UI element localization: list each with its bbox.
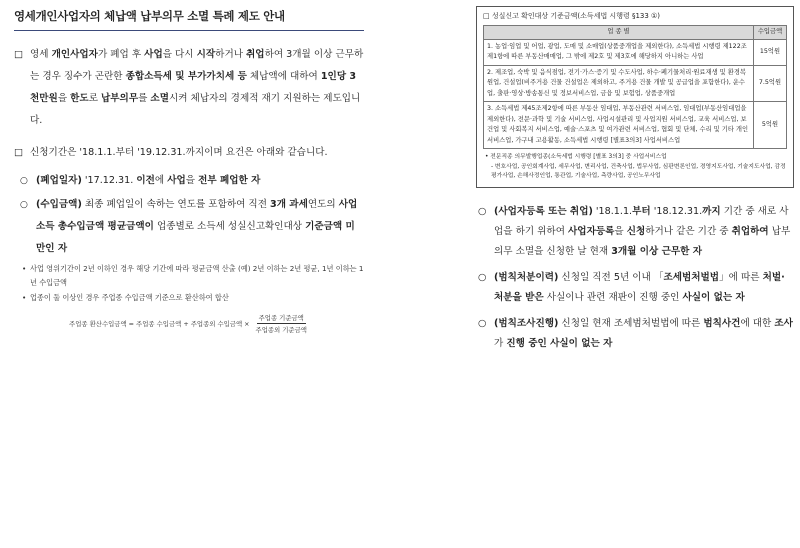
square-bullet: □ [14, 147, 24, 158]
box-notes [483, 153, 787, 182]
condition-text: (범칙처분이력) 신청일 직전 5년 이내 「조세범처벌법」에 따른 처벌·처분을 받은 사실이나 관련 재판이 진행 중인 사실이 없는 자 [494, 271, 785, 303]
condition-closure-date [14, 170, 364, 192]
table-row [484, 102, 787, 149]
table-header-row [484, 26, 787, 40]
box-note-professional: • 전문직종 의무발행업종(소득세법 시행령 [별표 3의3] 중 사업서비스업 [485, 154, 667, 160]
circle-bullet: ○ [20, 176, 28, 186]
table-row [484, 39, 787, 65]
circle-bullet: ○ [20, 200, 28, 210]
amount-cell: 5억원 [754, 102, 787, 149]
industry-cell: 3. 소득세법 제45조제2항에 따른 부동산 임대업, 부동산관련 서비스업, 임대업(부동산임대업을 제외한다), 전문·과학 및 기술 서비스업, 사업시설관리 및 사업지원 서비스업, 교육 서비스업, 보건업 및 사회복지 서비스업, 예술·스포츠 및 여가관련 서비스업, 협회 및 단체, 수리 및 기타 개인 서비스업, 가구내 고용활동, 소득세법 시행령 [별표3의3] 사업서비스업 [484, 102, 754, 149]
circle-bullet: ○ [478, 317, 487, 329]
header-industry: 업 종 별 [484, 26, 754, 40]
dot-bullet: • [22, 264, 27, 273]
condition-text: (범칙조사진행) 신청일 현재 조세범처벌법에 따른 범칙사건에 대한 조사가 진행 중인 사실이 없는 자 [494, 317, 793, 349]
square-bullet: □ [14, 49, 24, 60]
condition-text: (폐업일자) '17.12.31. 이전에 사업을 전부 폐업한 자 [36, 175, 261, 186]
condition-registration-employment [476, 202, 794, 262]
industry-cell: 2. 제조업, 숙박 및 음식점업, 전기·가스·증기 및 수도사업, 하수·폐기물처리·원료재생 및 환경복원업, 건설업(비주거용 건물 건설업은 제외하고, 주거용 건물 개발 및 공급업을 포함한다), 운수업, 출판·영상·방송통신 및 정보서비스업, 금융 및 보험업, 상품중개업 [484, 65, 754, 102]
amount-cell: 15억원 [754, 39, 787, 65]
formula-denominator: 주업종외 기준금액 [255, 326, 307, 334]
note-text: 업종이 둘 이상인 경우 주업종 수입금액 기준으로 환산하여 합산 [30, 293, 229, 302]
condition-penalty-history [476, 268, 794, 308]
header-amount: 수입금액 [754, 26, 787, 40]
condition-investigation [476, 314, 794, 354]
formula-fraction [254, 313, 309, 334]
formula-lhs: 주업종 환산수입금액 = 주업종 수입금액 + 주업종외 수입금액 × [69, 320, 250, 328]
note-multiple-industries [14, 291, 364, 305]
amount-cell: 7.5억원 [754, 65, 787, 102]
condition-income-amount [14, 194, 364, 260]
condition-text: (수입금액) 최종 폐업일이 속하는 연도를 포함하여 직전 3개 과세연도의 사업소득 총수입금액 평균금액이 업종별로 소득세 성실신고확인대상 기준금액 미만인 자 [36, 199, 358, 254]
note-business-period [14, 262, 364, 290]
circle-bullet: ○ [478, 271, 487, 283]
box-title: □ 성실신고 확인대상 기준금액(소득세법 시행령 §133 ①) [483, 12, 661, 20]
box-note-professions-list: - 변호사업, 공인회계사업, 세무사업, 변리사업, 건축사업, 법무사업, 심판변론인업, 경영지도사업, 기술지도사업, 감정평가사업, 손해사정인업, 통관업, 기술사업, 측량사업, 공인노무사업 [491, 163, 786, 179]
circle-bullet: ○ [478, 205, 487, 217]
standard-amount-box [476, 6, 794, 188]
formula-numerator: 주업종 기준금액 [258, 314, 304, 322]
note-text: 사업 영위기간이 2년 이하인 경우 해당 기간에 따라 평균금액 산출 (예) 2년 이하는 2년 평균, 1년 이하는 1년 수입금액 [30, 264, 364, 287]
dot-bullet: • [22, 293, 27, 302]
conversion-formula [14, 313, 364, 334]
table-row [484, 65, 787, 102]
condition-text: (사업자등록 또는 취업) '18.1.1.부터 '18.12.31.까지 기간 중 새로 사업을 하기 위하여 사업자등록을 신청하거나 같은 기간 중 취업하여 납부의무 소멸을 신청한 날 현재 3개월 이상 근무한 자 [494, 205, 791, 257]
right-column [476, 6, 794, 360]
left-column [14, 6, 364, 334]
industry-cell: 1. 농업·임업 및 어업, 광업, 도매 및 소매업(상품중개업을 제외한다), 소득세법 시행령 제122조제1항에 따른 부동산매매업, 그 밖에 제2호 및 제3호에 해당하지 아니하는 사업 [484, 39, 754, 65]
intro-paragraph [14, 44, 364, 132]
intro-text: 영세 개인사업자가 폐업 후 사업을 다시 시작하거나 취업하여 3개월 이상 근무하는 경우 징수가 곤란한 종합소득세 및 부가가치세 등 체납액에 대하여 1인당 3천만원을 한도로 납부의무를 소멸시켜 체납자의 경제적 재기 지원하는 제도입니다. [30, 49, 364, 126]
page-title: 영세개인사업자의 체납액 납부의무 소멸 특례 제도 안내 [14, 6, 364, 31]
period-text: 신청기간은 '18.1.1.부터 '19.12.31.까지이며 요건은 아래와 같습니다. [30, 147, 328, 158]
standard-amount-table [483, 25, 787, 149]
period-paragraph [14, 142, 364, 164]
